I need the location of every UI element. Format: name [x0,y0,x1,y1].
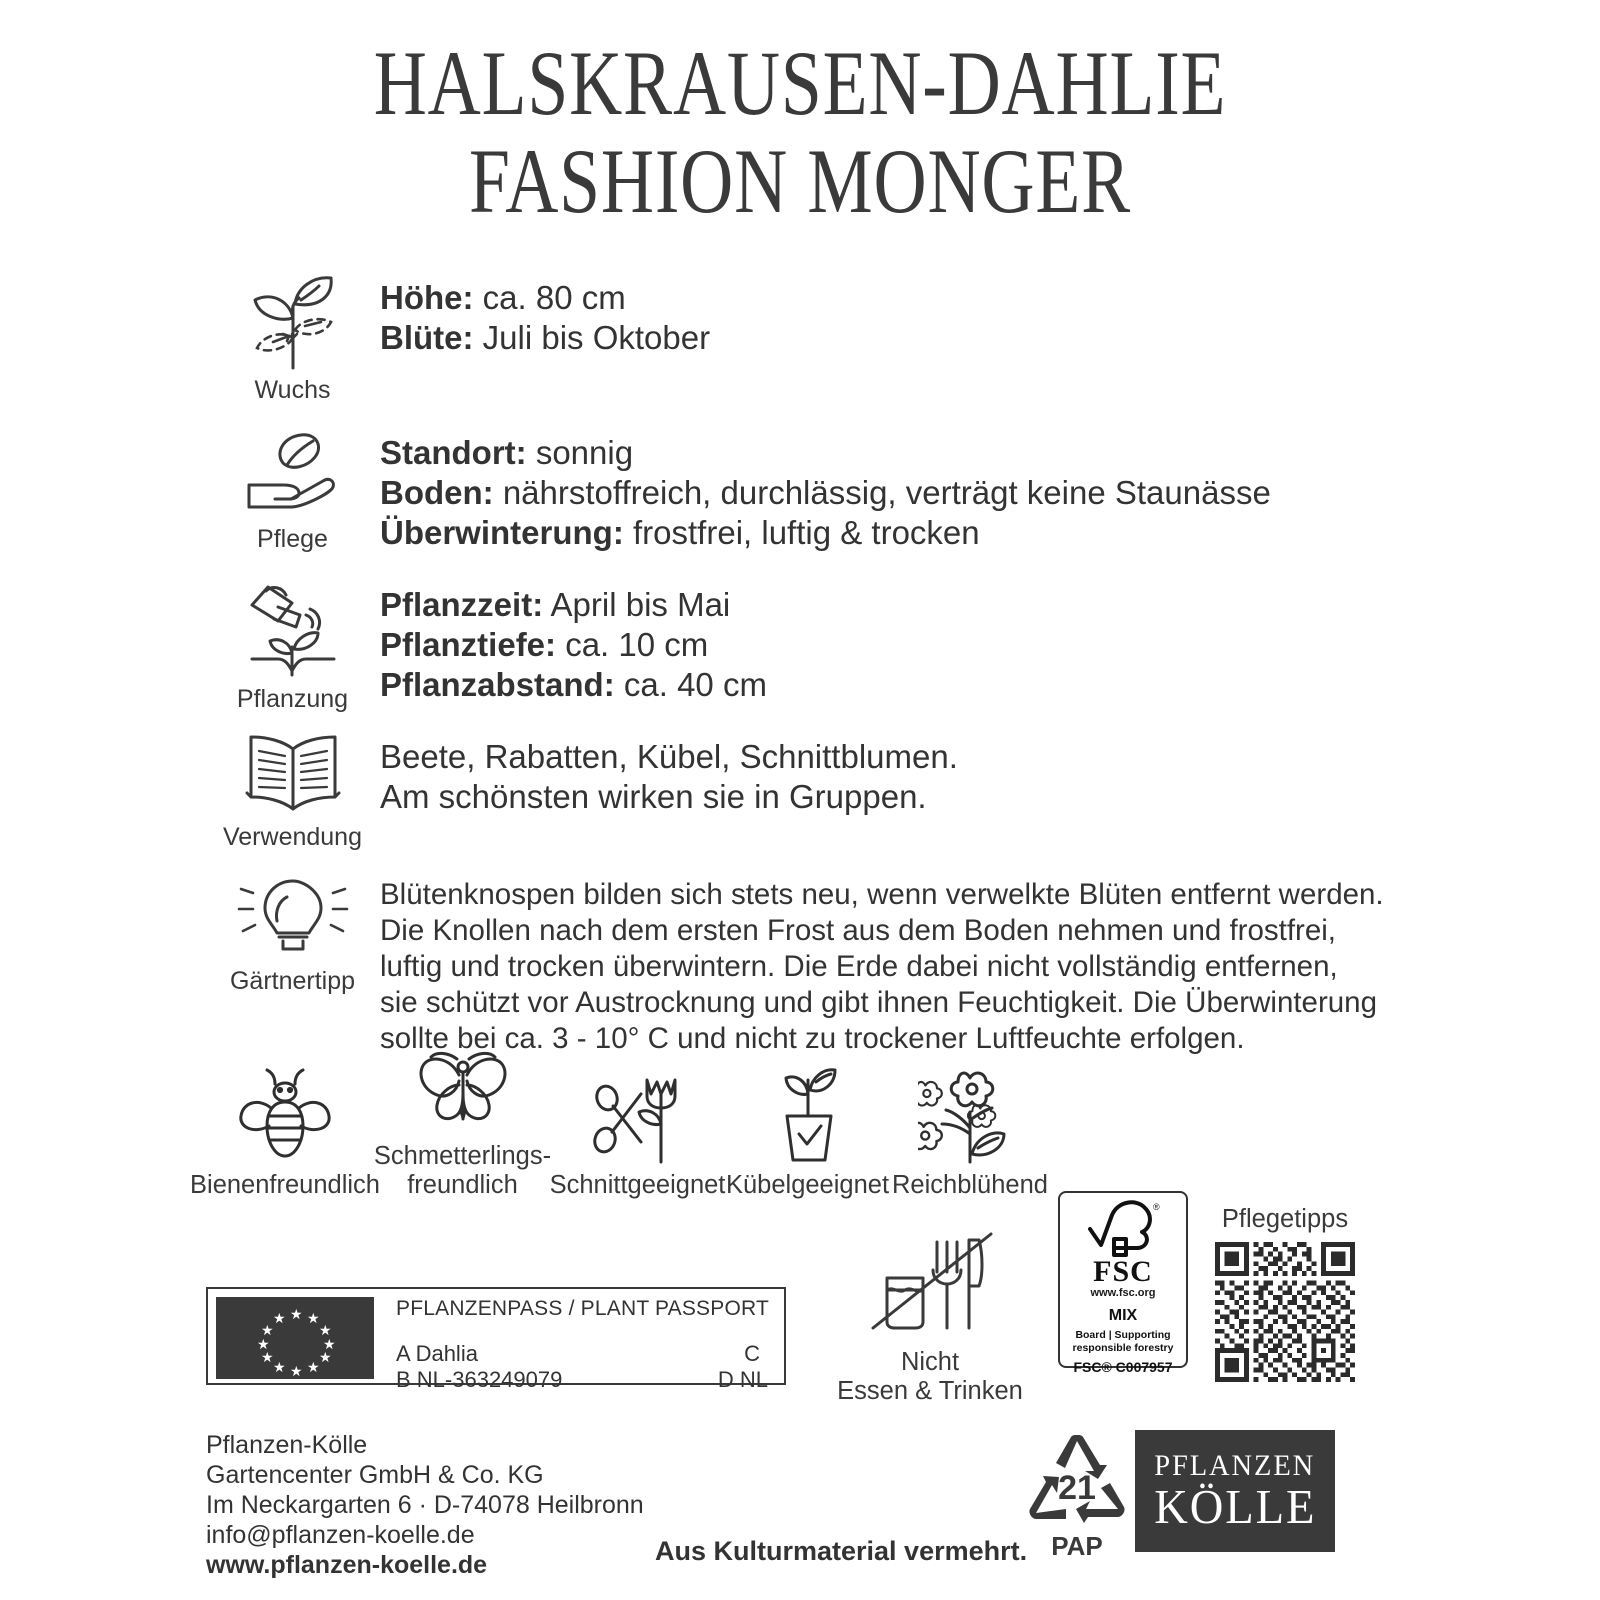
fsc-mix-label: MIX [1108,1307,1138,1324]
tipp-line-5: sollte bei ca. 3 - 10° C und nicht zu trockener Luftfeuchte erfolgen. [380,1022,1245,1055]
badge-bienenfreundlich [190,1059,380,1200]
pflanzen-koelle-logo [1135,1430,1335,1552]
verwendung-line-1: Beete, Rabatten, Kübel, Schnittblumen. [380,738,958,775]
info-row-pflanzung [0,579,1600,731]
logo-line-1: PFLANZEN [1154,1449,1316,1482]
open-book-icon [241,731,345,817]
tipp-line-4: sie schützt vor Austrocknung und gibt ihnen Feuchtigkeit. Die Überwinterung [380,986,1377,1019]
fsc-url: www.fsc.org [1090,1287,1156,1299]
wuchs-line-2: Blüte: Juli bis Oktober [380,319,711,356]
kulturmaterial-note: Aus Kulturmaterial vermehrt. [655,1536,1028,1566]
badge-schnittgeeignet-label: Schnittgeeignet [549,1171,726,1199]
passport-field-c: C [744,1341,760,1366]
seedling-growth-icon [239,272,347,370]
pflanzung-line-1: Pflanzzeit: April bis Mai [380,586,731,623]
address-website[interactable]: www.pflanzen-koelle.de [206,1551,488,1579]
badge-kuebelgeeignet [725,1059,890,1200]
butterfly-icon [411,1030,515,1135]
pflege-line-1: Standort: sonnig [380,434,634,471]
svg-text:®: ® [1153,1202,1160,1212]
info-row-wuchs-icon-col [205,272,380,404]
pap-number: 21 [1058,1469,1096,1507]
info-row-verwendung-text [380,731,958,817]
no-eat-drink-line-1: Nicht [900,1348,960,1376]
bee-icon [235,1059,335,1164]
address-email: info@pflanzen-koelle.de [206,1521,475,1549]
watering-can-planting-icon [238,579,348,679]
no-eat-drink-icon [865,1228,995,1334]
passport-field-b: B NL-363249079 [396,1367,563,1392]
tipp-line-1: Blütenknospen bilden sich stets neu, wenn verwelkte Blüten entfernt werden. [380,878,1384,911]
company-address [206,1430,644,1580]
passport-title: PFLANZENPASS / PLANT PASSPORT [396,1297,770,1320]
recycling-triangle-icon [1022,1435,1132,1531]
badge-kuebelgeeignet-label: Kübelgeeignet [725,1171,890,1199]
pap-label: PAP [1051,1531,1103,1561]
badge-bienenfreundlich-label: Bienenfreundlich [190,1171,380,1199]
passport-field-a: A Dahlia [396,1341,478,1366]
tipp-line-2: Die Knollen nach dem ersten Frost aus dem Boden nehmen und frostfrei, [380,914,1336,947]
info-row-gaertnertipp-caption: Gärtnertipp [229,967,356,995]
care-tips-qr-block[interactable] [1205,1205,1365,1382]
flowers-bouquet-icon [918,1059,1022,1164]
badge-schmetterlingsfreundlich-label-1: Schmetterlings- [373,1142,552,1170]
info-row-gaertnertipp-icon-col [205,871,380,995]
pflanzung-line-2: Pflanztiefe: ca. 10 cm [380,626,709,663]
plant-passport-box [206,1287,786,1392]
fsc-subtitle-line-2: responsible forestry [1072,1341,1174,1354]
badge-schnittgeeignet [545,1059,730,1200]
title-line-2: FASHION MONGER [468,130,1132,232]
logo-line-2: KÖLLE [1153,1479,1317,1534]
potted-plant-check-icon [761,1059,855,1164]
badge-reichbluehend [885,1059,1055,1200]
lightbulb-tip-icon [237,871,349,961]
title-line-1: HALSKRAUSEN-DAHLIE [373,32,1227,134]
info-row-verwendung-caption: Verwendung [222,823,362,851]
wuchs-line-1: Höhe: ca. 80 cm [380,279,626,316]
fsc-license-code: FSC® C007957 [1073,1359,1173,1375]
pflanzung-line-3: Pflanzabstand: ca. 40 cm [380,666,767,703]
address-line-1: Pflanzen-Kölle [206,1431,368,1459]
info-row-pflege [0,427,1600,579]
info-row-pflanzung-icon-col [205,579,380,713]
no-eat-drink-line-2: Essen & Trinken [837,1377,1023,1405]
tipp-line-3: luftig und trocken überwintern. Die Erde dabei nicht vollständig entfernen, [380,950,1338,983]
info-row-verwendung [0,731,1600,871]
info-row-pflege-text [380,427,1271,553]
fsc-certification-badge [1058,1191,1188,1375]
info-row-gaertnertipp [0,871,1600,1055]
info-row-wuchs-caption: Wuchs [254,376,331,404]
passport-text [374,1297,776,1392]
info-row-pflege-caption: Pflege [257,525,328,553]
no-eat-drink-block [837,1228,1023,1405]
page-title [0,34,1600,230]
qr-code-icon[interactable] [1215,1242,1355,1382]
info-row-wuchs-text [380,272,710,358]
no-eat-drink-caption [810,1340,1050,1406]
fsc-subtitle-line-1: Board | Supporting [1075,1329,1171,1341]
info-row-pflanzung-caption: Pflanzung [236,685,349,713]
pap-recycling-block [1022,1435,1132,1560]
pflege-line-3: Überwinterung: frostfrei, luftig & trocken [380,514,980,551]
eu-flag-icon: ★ ★ ★ ★ ★ ★ ★ ★ ★ ★ ★ ★ [216,1297,374,1379]
scissors-flower-icon [585,1059,691,1164]
feature-badges [190,1030,1390,1200]
passport-field-d: D NL [717,1367,768,1392]
hand-leaf-care-icon [239,427,347,519]
badge-schmetterlingsfreundlich-label-2: freundlich [407,1171,518,1199]
badge-reichbluehend-label: Reichblühend [892,1171,1048,1199]
info-row-pflege-icon-col [205,427,380,553]
badge-schmetterlingsfreundlich [373,1030,552,1200]
info-rows [0,272,1600,1055]
address-line-3: Im Neckargarten 6 · D-74078 Heilbronn [206,1491,644,1519]
pflege-line-2: Boden: nährstoffreich, durchlässig, verträgt keine Staunässe [380,474,1271,511]
fsc-tree-checkmark-icon [1084,1199,1162,1257]
care-tips-qr-caption: Pflegetipps [1221,1205,1349,1233]
info-row-wuchs [0,272,1600,427]
verwendung-line-2: Am schönsten wirken sie in Gruppen. [380,778,927,815]
address-line-2: Gartencenter GmbH & Co. KG [206,1461,544,1489]
fsc-wordmark: FSC [1093,1255,1153,1288]
info-row-pflanzung-text [380,579,767,705]
info-row-verwendung-icon-col [205,731,380,851]
